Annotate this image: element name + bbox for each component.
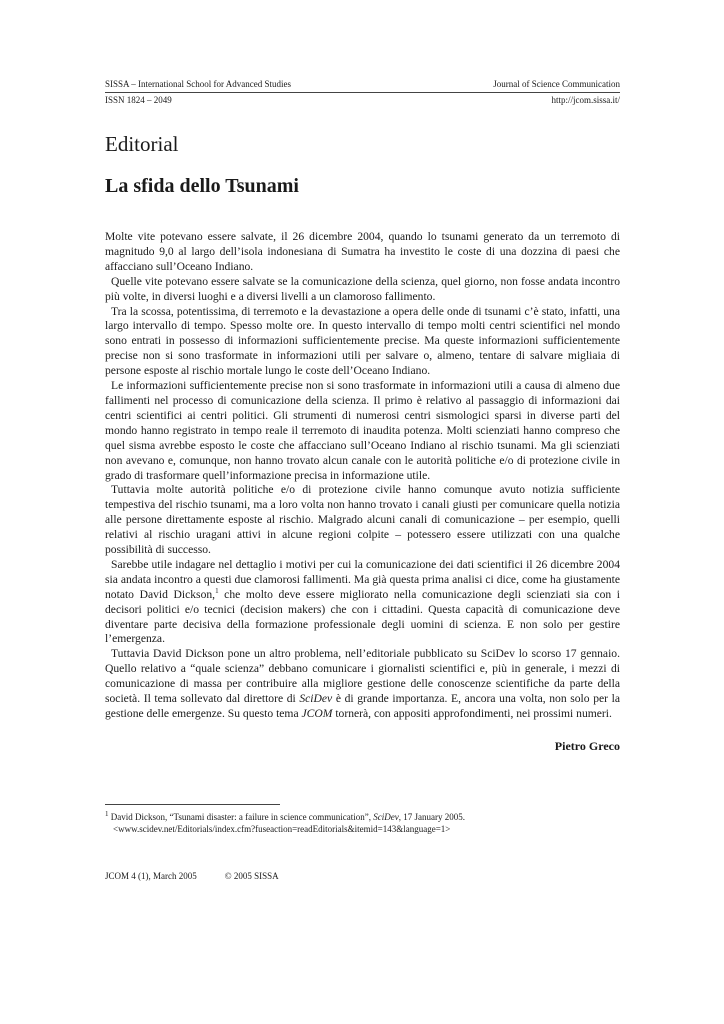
footnote (105, 811, 620, 835)
paragraph-7 (105, 647, 620, 722)
paragraph-3: Tra la scossa, potentissima, di terremoto e la devastazione a opera delle onde di tsunami c’è stato, infatti, una largo intervallo di tempo. Spesso molte ore. In questo intervallo di tempo molti centri scientifici nel mondo sono entrati in possesso di informazioni sufficientemente precise. Ma queste informazioni sufficientemente precise non si sono trasformate in informazioni utili per salvare o, almeno, tentare di salvare migliaia di persone esposte al rischio mortale lungo le coste dell’Oceano Indiano. (105, 304, 620, 378)
article-title: La sfida dello Tsunami (105, 175, 299, 197)
journal-url[interactable]: http://jcom.sissa.it/ (551, 95, 620, 105)
footnote-source: SciDev (373, 812, 399, 822)
footnote-url[interactable]: <www.scidev.net/Editorials/index.cfm?fuseaction=readEditorials&itemid=143&language=1> (113, 824, 451, 834)
paragraph-7-part-a: Tuttavia David Dickson pone un altro problema, nell’editoriale pubblicato su SciDev lo scorso 17 gennaio. Quello relativo a “quale scienza” debbano comunicare i giornalisti scientifici e, più in generale, i mezzi di comunicazione di massa per contribuire alla migliore gestione delle conoscenze scientifiche da parte della società. Il tema sollevato dal direttore di (105, 647, 620, 706)
paragraph-6-part-a: Sarebbe utile indagare nel dettaglio i motivi per cui la comunicazione dei dati scientifici il 26 dicembre 2004 sia andata incontro a questi due clamorosi fallimenti. Ma già questa prima analisi ci dice, come ha giustamente notato David Dickson, (105, 557, 620, 601)
journal-name: Journal of Science Communication (493, 79, 620, 89)
institution-name: SISSA – International School for Advanced Studies (105, 79, 291, 89)
paragraph-6-part-b: che molto deve essere migliorato nella comunicazione degli scienziati sia con i decisori politici e/o tecnici (decision makers) che con i cittadini. Questa capacità di comunicazione deve diventare parte decisiva della formazione professionale degli uomini di scienza. E non solo per gestire l’emergenza. (105, 587, 621, 646)
paragraph-5: Tuttavia molte autorità politiche e/o di protezione civile hanno comunque avuto notizia sufficiente tempestiva del rischio tsunami, ma a loro volta non hanno trovato i canali giusti per comunicare quella notizia alle persone direttamente esposte al rischio. Malgrado alcuni canali di comunicazione – per esempio, quelli relativi al rischio uragani attivi in alcune regioni colpite – potessero essere utilizzati con una qualche possibilità di successo. (105, 483, 620, 557)
paragraph-7-emphasis-scidev: SciDev (299, 692, 333, 706)
footnote-divider (105, 804, 280, 805)
paragraph-2: Quelle vite potevano essere salvate se la comunicazione della scienza, quel giorno, non fosse andata incontro più volte, in diversi luoghi e a diversi livelli a un clamoroso fallimento. (105, 274, 620, 303)
article-body (105, 230, 620, 722)
copyright: © 2005 SISSA (224, 871, 279, 881)
footnote-text-a: David Dickson, “Tsunami disaster: a failure in science communication”, (108, 812, 374, 822)
paragraph-1: Molte vite potevano essere salvate, il 26 dicembre 2004, quando lo tsunami generato da un terremoto di magnitudo 9,0 al largo dell’isola indonesiana di Sumatra ha investito le coste di una dozzina di paesi che affacciano sull’Oceano Indiano. (105, 230, 620, 273)
paragraph-7-emphasis-jcom: JCOM (301, 707, 333, 720)
paragraph-7-part-b: è di grande importanza. E, ancora una volta, non solo per la gestione delle emergenze. Su questo tema (105, 692, 620, 720)
paragraph-7-part-c: tornerà, con appositi approfondimenti, nei prossimi numeri. (332, 707, 612, 720)
footnote-mark: 1 (105, 810, 109, 818)
footnote-reference[interactable]: 1 (215, 586, 219, 595)
page-footer (105, 871, 279, 882)
paragraph-6 (105, 558, 620, 647)
section-label: Editorial (105, 132, 179, 156)
running-header-bottom (105, 95, 620, 106)
issue-info: JCOM 4 (1), March 2005 (105, 871, 197, 881)
author-signature: Pietro Greco (554, 739, 620, 753)
issn: ISSN 1824 – 2049 (105, 95, 172, 105)
running-header-top (105, 79, 620, 93)
paragraph-4: Le informazioni sufficientemente precise non si sono trasformate in informazioni utili a causa di almeno due fallimenti nel processo di comunicazione della scienza. Il primo è relativo al passaggio di informazioni dai centri scientifici ai centri politici. Gli strumenti di numerosi centri sismologici sparsi in diverse parti del mondo hanno registrato in tempo reale il terremoto di inaudita potenza. Molti scienziati hanno compreso che quel sisma avrebbe esposto le coste che affacciano sull’Oceano Indiano al rischio tsunami. Ma gli scienziati non avevano e, comunque, non hanno trovato alcun canale con le autorità politiche e/o di protezione civile in grado di trasformare quell’informazione precisa in informazione utile. (105, 379, 620, 482)
footnote-text-b: , 17 January 2005. (398, 812, 466, 822)
